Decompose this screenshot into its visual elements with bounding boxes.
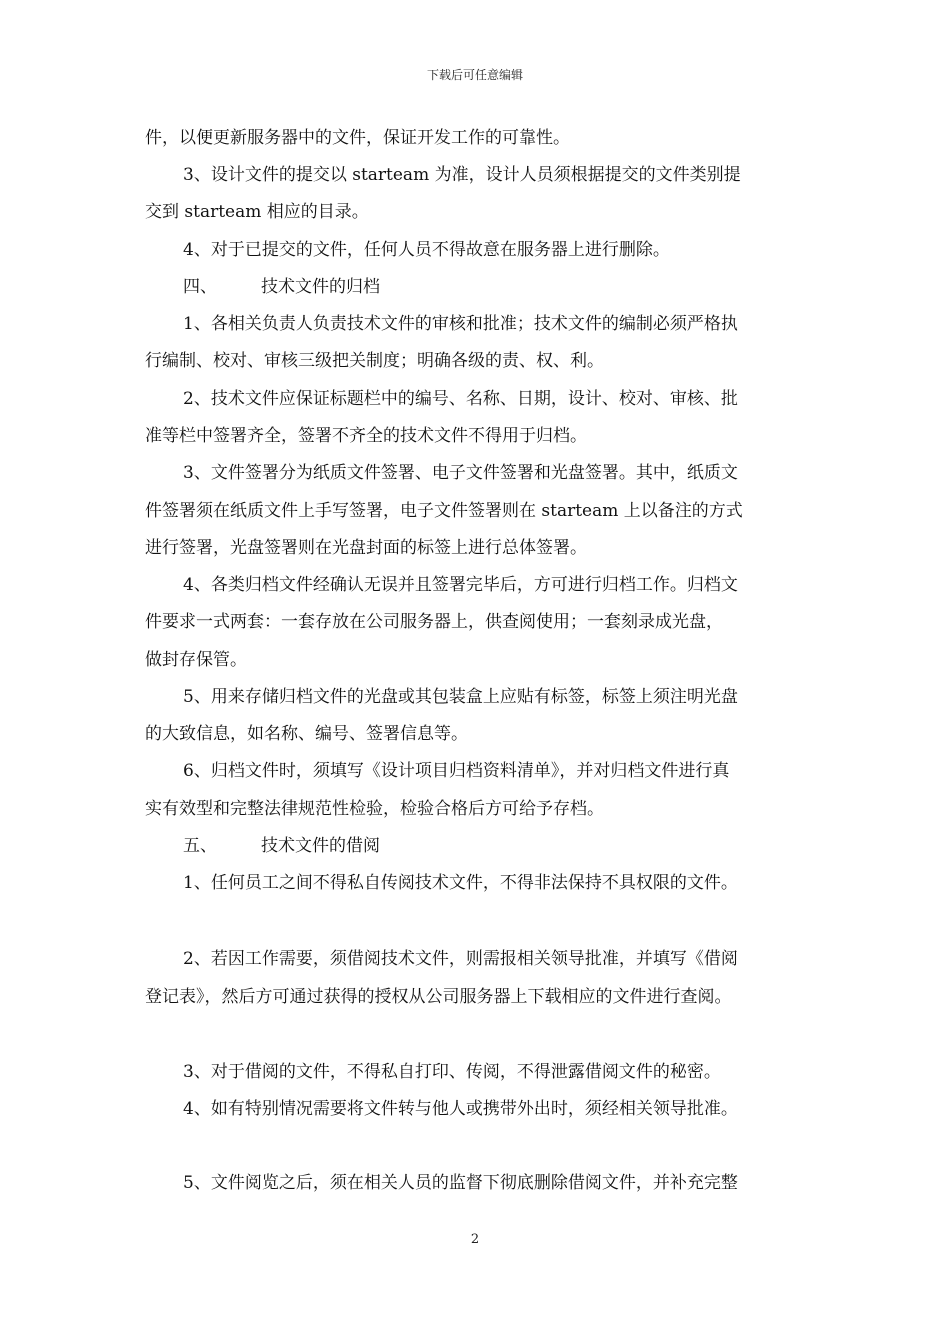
section-number: 四、 bbox=[183, 277, 217, 297]
paragraph-line: 3、对于借阅的文件，不得私自打印、传阅，不得泄露借阅文件的秘密。 bbox=[183, 1062, 721, 1082]
section-heading bbox=[183, 835, 380, 857]
paragraph-line: 进行签署，光盘签署则在光盘封面的标签上进行总体签署。 bbox=[145, 538, 587, 558]
paragraph-line: 的大致信息，如名称、编号、签署信息等。 bbox=[145, 724, 468, 744]
paragraph-line: 4、如有特别情况需要将文件转与他人或携带外出时，须经相关领导批准。 bbox=[183, 1099, 738, 1119]
paragraph-line: 1、各相关负责人负责技术文件的审核和批准；技术文件的编制必须严格执 bbox=[183, 314, 738, 334]
paragraph-line: 件要求一式两套：一套存放在公司服务器上，供查阅使用；一套刻录成光盘， bbox=[145, 612, 723, 632]
paragraph-line: 5、文件阅览之后，须在相关人员的监督下彻底删除借阅文件，并补充完整 bbox=[183, 1173, 738, 1193]
paragraph-line: 1、任何员工之间不得私自传阅技术文件，不得非法保持不具权限的文件。 bbox=[183, 873, 738, 893]
paragraph-line: 交到 starteam 相应的目录。 bbox=[145, 202, 369, 222]
paragraph-line: 5、用来存储归档文件的光盘或其包装盒上应贴有标签，标签上须注明光盘 bbox=[183, 687, 738, 707]
paragraph-line: 4、各类归档文件经确认无误并且签署完毕后，方可进行归档工作。归档文 bbox=[183, 575, 738, 595]
paragraph-line: 准等栏中签署齐全，签署不齐全的技术文件不得用于归档。 bbox=[145, 426, 587, 446]
paragraph-line: 2、若因工作需要，须借阅技术文件，则需报相关领导批准，并填写《借阅 bbox=[183, 949, 738, 969]
paragraph-line: 实有效型和完整法律规范性检验，检验合格后方可给予存档。 bbox=[145, 799, 604, 819]
paragraph-line: 3、文件签署分为纸质文件签署、电子文件签署和光盘签署。其中，纸质文 bbox=[183, 463, 738, 483]
section-title: 技术文件的借阅 bbox=[261, 836, 380, 856]
paragraph-line: 登记表》，然后方可通过获得的授权从公司服务器上下载相应的文件进行查阅。 bbox=[145, 987, 732, 1007]
paragraph-line: 件，以便更新服务器中的文件，保证开发工作的可靠性。 bbox=[145, 128, 570, 148]
paragraph-line: 做封存保管。 bbox=[145, 650, 247, 670]
paragraph-line: 件签署须在纸质文件上手写签署，电子文件签署则在 starteam 上以备注的方式 bbox=[145, 501, 743, 521]
section-number: 五、 bbox=[183, 836, 217, 856]
paragraph-line: 4、对于已提交的文件，任何人员不得故意在服务器上进行删除。 bbox=[183, 240, 670, 260]
paragraph-line: 行编制、校对、审核三级把关制度；明确各级的责、权、利。 bbox=[145, 351, 604, 371]
paragraph-line: 2、技术文件应保证标题栏中的编号、名称、日期，设计、校对、审核、批 bbox=[183, 389, 738, 409]
page-header: 下载后可任意编辑 bbox=[426, 68, 523, 82]
section-heading bbox=[183, 276, 380, 298]
paragraph-line: 3、设计文件的提交以 starteam 为准，设计人员须根据提交的文件类别提 bbox=[183, 165, 741, 185]
page-number: 2 bbox=[470, 1232, 480, 1247]
paragraph-line: 6、归档文件时，须填写《设计项目归档资料清单》，并对归档文件进行真 bbox=[183, 761, 730, 781]
section-title: 技术文件的归档 bbox=[261, 277, 380, 297]
